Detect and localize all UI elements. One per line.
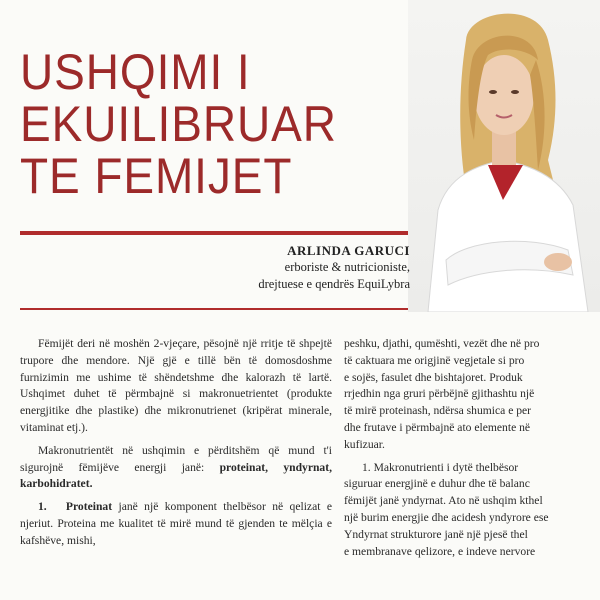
- paragraph-2-text: Makronutrientët në ushqimin e përditshëm që mund t'i sigurojnë fëmijëve energji janë:: [20, 443, 332, 474]
- author-position: drejtuese e qendrës EquiLybra: [258, 277, 410, 291]
- col2-line: Yndyrnat strukturore janë një pjesë thel: [344, 527, 528, 541]
- col2-line: e sojës, fasulet dhe bishtajoret. Produk: [344, 370, 523, 384]
- article-title: [20, 43, 370, 204]
- col2-line: një burim energjie dhe acidesh yndyrore ese: [344, 510, 549, 524]
- col2-line: e membranave qelizore, e indeve nervore: [344, 544, 536, 558]
- paragraph-1: Fëmijët deri në moshën 2-vjeçare, pësojnë një rritje të shpejtë trupore dhe mendore. Një gjë e tillë bën të domosdoshme furnizimin me ushime të shëndetshme dhe kalorazh të lartë. Ushqimet duhet të përmbajnë si makronuetrientet (produkte energjitike dhe plastike) dhe mikronutrienet (kripërat minerale, vitaminat etj.).: [20, 337, 332, 434]
- col2-line: siguruar energjinë e duhur dhe të balanc: [344, 477, 530, 491]
- title-line-1: USHQIMI I: [20, 43, 251, 100]
- col2-line: peshku, djathi, qumështi, vezët dhe në pro: [344, 337, 540, 350]
- col2-line: kufizuar.: [344, 437, 385, 451]
- col2-line: 1. Makronutrienti i dytë thelbësor: [362, 460, 519, 474]
- article-column-2: [344, 336, 600, 560]
- col2-line: fëmijët janë yndyrnat. Ato në ushqim kthel: [344, 494, 543, 508]
- col2-line: dhe frutave i përmbajnë ato elemente në: [344, 420, 531, 434]
- col2-line: të caktuara me origjinë vegjetale si pro: [344, 353, 525, 367]
- paragraph-3-number: 1.: [38, 500, 47, 514]
- title-line-2: EKUILIBRUAR: [20, 95, 337, 152]
- article-column-1: [20, 336, 332, 556]
- author-photo: [408, 0, 600, 312]
- paragraph-2-bold: proteinat, yndyrnat, karbohidratet.: [20, 460, 332, 491]
- paragraph-2: [20, 443, 332, 493]
- paragraph-3-bold: Proteinat: [65, 500, 113, 514]
- author-role: erboriste & nutricioniste,: [284, 260, 410, 274]
- author-name: ARLINDA GARUCI: [287, 243, 410, 258]
- author-block: [258, 242, 410, 293]
- top-divider: [20, 231, 412, 235]
- col2-line: rrjedhin nga gruri përbëjnë gjithashtu një: [344, 387, 535, 401]
- paragraph-3-text: janë një komponent thelbësor në qelizat e njeriut. Proteina me kualitet të mirë mund të gjenden te mëlçia e kafshëve, mishi,: [20, 500, 332, 547]
- bottom-divider: [20, 308, 412, 310]
- col2-line: të mirë proteinash, ndërsa shumica e per: [344, 404, 532, 418]
- author-portrait-illustration: [408, 0, 600, 312]
- paragraph-3: [20, 499, 332, 549]
- title-line-3: TE FEMIJET: [20, 147, 293, 204]
